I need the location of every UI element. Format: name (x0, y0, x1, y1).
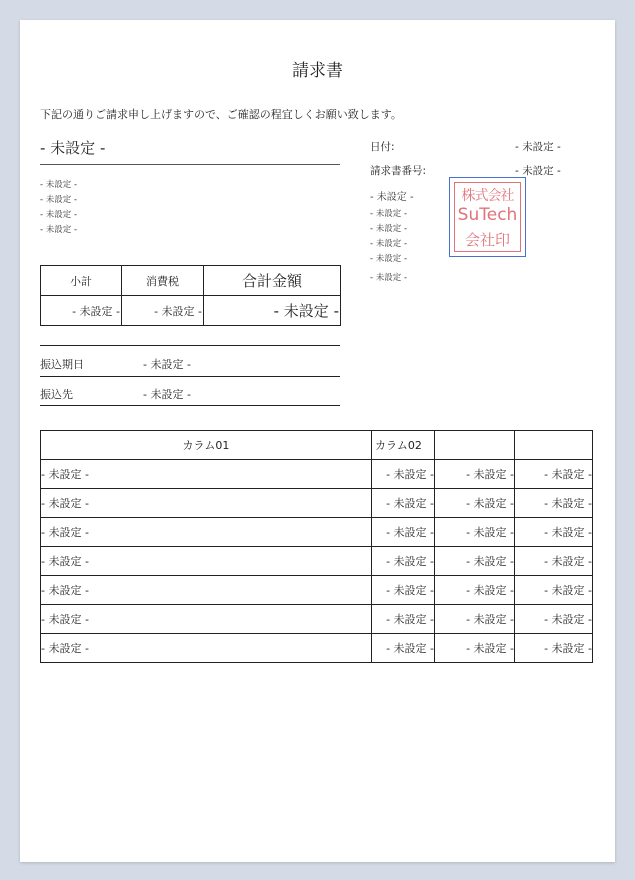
tax-value[interactable]: - 未設定 - (122, 296, 204, 326)
payment-account-value[interactable]: - 未設定 - (143, 388, 191, 401)
subtotal-value[interactable]: - 未設定 - (41, 296, 122, 326)
invoice-number-label: 請求書番号: (370, 165, 427, 177)
table-row (41, 605, 593, 634)
table-cell[interactable]: - 未設定 - (435, 634, 515, 663)
client-address-line[interactable]: - 未設定 - (40, 180, 78, 190)
document-title: 請求書 (292, 61, 343, 81)
column-header: カラム02 (372, 431, 435, 460)
table-cell[interactable]: - 未設定 - (435, 547, 515, 576)
table-cell[interactable]: - 未設定 - (435, 605, 515, 634)
totals-table (40, 265, 341, 326)
company-seal-stamp[interactable] (449, 177, 526, 257)
seal-frame (454, 182, 521, 252)
invoice-number-value[interactable]: - 未設定 - (515, 165, 561, 177)
payment-divider (40, 405, 340, 406)
date-label: 日付: (370, 141, 395, 153)
payment-divider (40, 345, 340, 346)
totals-header-row (41, 266, 341, 296)
sender-info-line[interactable]: - 未設定 - (370, 273, 408, 283)
sender-info-line[interactable]: - 未設定 - (370, 254, 408, 264)
table-cell[interactable]: - 未設定 - (372, 489, 435, 518)
table-row (41, 460, 593, 489)
table-cell[interactable]: - 未設定 - (515, 547, 593, 576)
table-cell[interactable]: - 未設定 - (41, 518, 372, 547)
column-header: カラム01 (41, 431, 372, 460)
table-cell[interactable]: - 未設定 - (372, 605, 435, 634)
client-address-line[interactable]: - 未設定 - (40, 225, 78, 235)
client-address-line[interactable]: - 未設定 - (40, 210, 78, 220)
table-row (41, 518, 593, 547)
tax-header: 消費税 (122, 266, 204, 296)
table-cell[interactable]: - 未設定 - (41, 576, 372, 605)
table-cell[interactable]: - 未設定 - (41, 634, 372, 663)
table-cell[interactable]: - 未設定 - (372, 547, 435, 576)
client-name[interactable]: - 未設定 - (40, 139, 106, 157)
table-row (41, 576, 593, 605)
seal-text-line: 会社印 (464, 231, 510, 249)
payment-due-label: 振込期日 (40, 358, 84, 371)
payment-divider (40, 376, 340, 377)
intro-text: 下記の通りご請求申し上げますので、ご確認の程宜しくお願い致します。 (40, 108, 402, 121)
table-cell[interactable]: - 未設定 - (515, 518, 593, 547)
table-cell[interactable]: - 未設定 - (435, 460, 515, 489)
total-amount-header: 合計金額 (204, 266, 341, 296)
table-cell[interactable]: - 未設定 - (515, 634, 593, 663)
seal-text-line: SuTech (457, 205, 518, 225)
client-address-line[interactable]: - 未設定 - (40, 195, 78, 205)
date-value[interactable]: - 未設定 - (515, 141, 561, 153)
seal-text-line: 株式会社 (461, 188, 514, 204)
subtotal-header: 小計 (41, 266, 122, 296)
payment-due-value[interactable]: - 未設定 - (143, 358, 191, 371)
items-table (40, 430, 593, 663)
table-row (41, 634, 593, 663)
totals-value-row (41, 296, 341, 326)
sender-info-line[interactable]: - 未設定 - (370, 224, 408, 234)
column-header (515, 431, 593, 460)
table-cell[interactable]: - 未設定 - (435, 489, 515, 518)
payment-account-label: 振込先 (40, 388, 73, 401)
column-header (435, 431, 515, 460)
table-cell[interactable]: - 未設定 - (435, 518, 515, 547)
table-cell[interactable]: - 未設定 - (372, 460, 435, 489)
sender-name[interactable]: - 未設定 - (370, 192, 414, 203)
table-cell[interactable]: - 未設定 - (372, 634, 435, 663)
table-cell[interactable]: - 未設定 - (515, 460, 593, 489)
total-amount-value[interactable]: - 未設定 - (204, 296, 341, 326)
table-cell[interactable]: - 未設定 - (372, 518, 435, 547)
table-cell[interactable]: - 未設定 - (515, 605, 593, 634)
table-cell[interactable]: - 未設定 - (372, 576, 435, 605)
sender-info-line[interactable]: - 未設定 - (370, 209, 408, 219)
table-cell[interactable]: - 未設定 - (41, 489, 372, 518)
table-cell[interactable]: - 未設定 - (515, 576, 593, 605)
client-name-underline (40, 164, 340, 165)
table-row (41, 547, 593, 576)
table-cell[interactable]: - 未設定 - (435, 576, 515, 605)
sender-info-line[interactable]: - 未設定 - (370, 239, 408, 249)
items-header-row (41, 431, 593, 460)
table-cell[interactable]: - 未設定 - (41, 460, 372, 489)
table-cell[interactable]: - 未設定 - (515, 489, 593, 518)
table-row (41, 489, 593, 518)
table-cell[interactable]: - 未設定 - (41, 605, 372, 634)
table-cell[interactable]: - 未設定 - (41, 547, 372, 576)
